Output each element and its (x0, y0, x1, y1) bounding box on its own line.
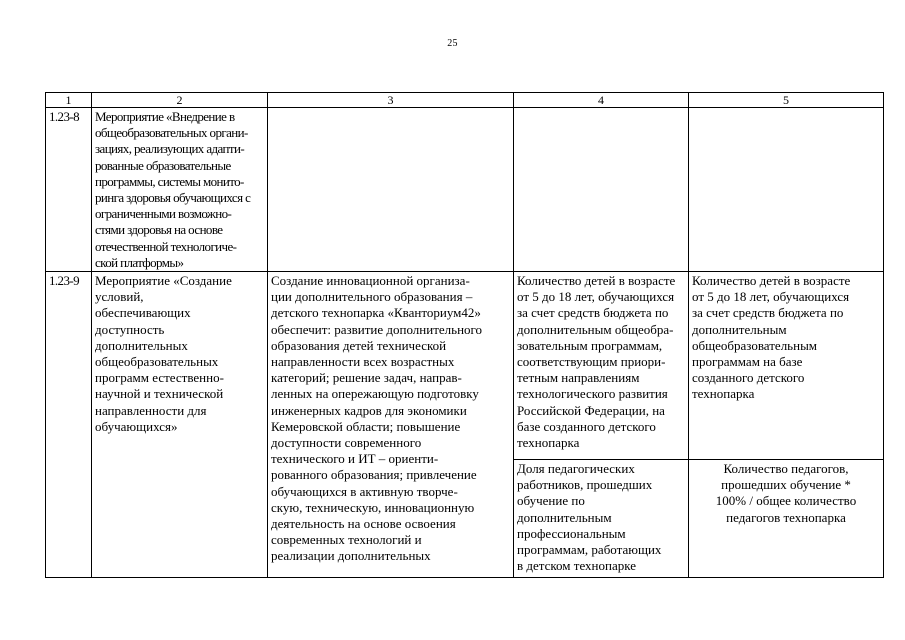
indicator-name: Количество детей в возрасте от 5 до 18 лет, обучающихся за счет средств бюджета по дополнительным общеобра- зовательным программам, соответствующим приори- тетным направлениям технологического развития Российской Федерации, на базе созданного детского технопарка (514, 272, 689, 460)
row-number: 1.23-9 (46, 272, 92, 578)
event-description: Мероприятие «Внедрение в общеобразовательных органи- зациях, реализующих адапти- рованные образовательные программы, системы монито- ринга здоровья обучающихся с ограниченными возможно- стями здоровья на основе отечественной технологиче- ской платформы» (92, 108, 268, 272)
indicator-method (689, 108, 884, 272)
column-header-5: 5 (689, 93, 884, 108)
indicator-name: Доля педагогических работников, прошедших обучение по дополнительным профессиональным программам, работающих в детском технопарке (514, 460, 689, 578)
indicator-method: Количество педагогов, прошедших обучение * 100% / общее количество педагогов технопарка (689, 460, 884, 578)
result-description: Создание инновационной организа- ции дополнительного образования – детского технопарка «Кванториум42» обеспечит: развитие дополнительного образования детей технической направленности всех возрастных категорий; решение задач, направ- ленных на опережающую подготовку инженерных кадров для экономики Кемеровской области; повышение доступности современного технического и ИТ – ориенти- рованного образования; привлечение обучающихся в активную творче- скую, техническую, инновационную деятельность на основе освоения современных технологий и реализации дополнительных (268, 272, 514, 578)
indicator-method: Количество детей в возрасте от 5 до 18 лет, обучающихся за счет средств бюджета по дополнительным общеобразовательным программам на базе созданного детского технопарка (689, 272, 884, 460)
table-header-row (46, 93, 884, 108)
result-description (268, 108, 514, 272)
indicator-name (514, 108, 689, 272)
column-header-4: 4 (514, 93, 689, 108)
column-header-1: 1 (46, 93, 92, 108)
row-number: 1.23-8 (46, 108, 92, 272)
document-table (45, 92, 884, 578)
table-row (46, 272, 884, 460)
column-header-3: 3 (268, 93, 514, 108)
table-row (46, 108, 884, 272)
page-number: 25 (447, 38, 458, 49)
event-description: Мероприятие «Создание условий, обеспечивающих доступность дополнительных общеобразовательных программ естественно- научной и технической направленности для обучающихся» (92, 272, 268, 578)
column-header-2: 2 (92, 93, 268, 108)
